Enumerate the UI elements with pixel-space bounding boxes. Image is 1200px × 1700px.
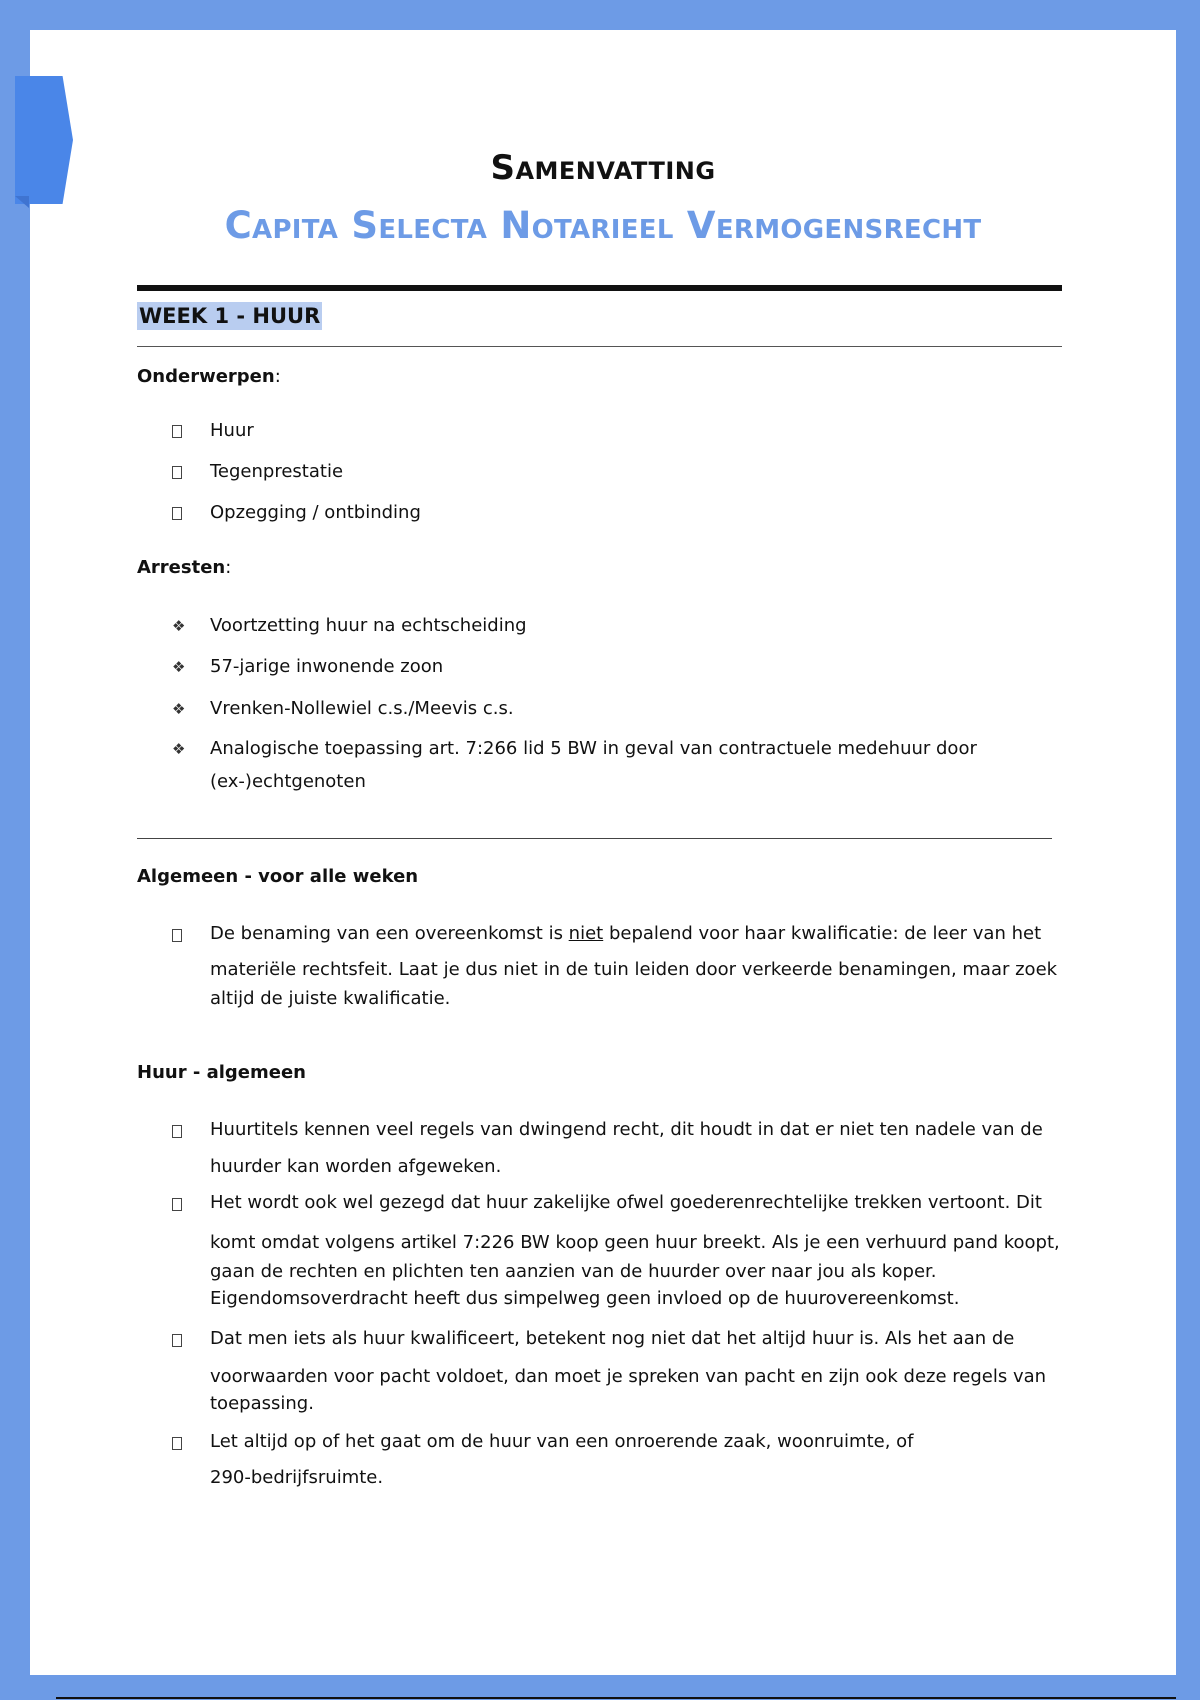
list-item-line: voorwaarden voor pacht voldoet, dan moet je spreken van pacht en zijn ook deze regels van (210, 1366, 1047, 1387)
list-item-line: materiële rechtsfeit. Laat je dus niet in de tuin leiden door verkeerde benamingen, maar zoek (210, 959, 1058, 980)
list-item-continuation: (ex-)echtgenoten (210, 771, 366, 792)
list-item: Analogische toepassing art. 7:266 lid 5 BW in geval van contractuele medehuur door (210, 738, 977, 759)
list-item: Huur (210, 420, 254, 441)
section-divider (137, 838, 1052, 839)
list-item: Het wordt ook wel gezegd dat huur zakelijke ofwel goederenrechtelijke trekken vertoont. Dit (210, 1192, 1042, 1213)
list-item: 57-jarige inwonende zoon (210, 656, 444, 677)
list-item: Tegenprestatie (210, 461, 344, 482)
onderwerpen-heading: Onderwerpen: (137, 366, 281, 387)
box-bullet-icon (172, 1436, 182, 1454)
box-bullet-icon (172, 506, 182, 524)
page-bottom-border (56, 1697, 1176, 1699)
title-rule (137, 285, 1062, 291)
list-item-line: Eigendomsoverdracht heeft dus simpelweg geen invloed op de huurovereenkomst. (210, 1288, 960, 1309)
list-item: Voortzetting huur na echtscheiding (210, 615, 527, 636)
list-item: Dat men iets als huur kwalificeert, betekent nog niet dat het altijd huur is. Als het aan de (210, 1328, 1015, 1349)
document-subtitle: Capita Selecta Notarieel Vermogensrecht (224, 204, 982, 247)
box-bullet-icon (172, 1333, 182, 1351)
list-item-line: toepassing. (210, 1393, 314, 1414)
box-bullet-icon (172, 1124, 182, 1142)
list-item: Huurtitels kennen veel regels van dwingend recht, dit houdt in dat er niet ten nadele van de (210, 1119, 1043, 1140)
diamond-bullet-icon: ❖ (172, 700, 186, 718)
list-item-line: komt omdat volgens artikel 7:226 BW koop geen huur breekt. Als je een verhuurd pand koopt, (210, 1232, 1060, 1253)
list-item-line: 290-bedrijfsruimte. (210, 1467, 384, 1488)
list-item: De benaming van een overeenkomst is niet bepalend voor haar kwalificatie: de leer van het (210, 923, 1042, 944)
algemeen-heading: Algemeen - voor alle weken (137, 866, 419, 887)
week-heading[interactable]: WEEK 1 - HUUR (139, 304, 321, 328)
list-item-line: huurder kan worden afgeweken. (210, 1156, 502, 1177)
box-bullet-icon (172, 1197, 182, 1215)
diamond-bullet-icon: ❖ (172, 740, 186, 758)
diamond-bullet-icon: ❖ (172, 617, 186, 635)
diamond-bullet-icon: ❖ (172, 658, 186, 676)
arresten-heading: Arresten: (137, 557, 232, 578)
box-bullet-icon (172, 928, 182, 946)
box-bullet-icon (172, 424, 182, 442)
list-item: Opzegging / ontbinding (210, 502, 421, 523)
list-item-line: gaan de rechten en plichten ten aanzien van de huurder over naar jou als koper. (210, 1261, 937, 1282)
list-item: Let altijd op of het gaat om de huur van een onroerende zaak, woonruimte, of (210, 1431, 914, 1452)
week-rule (137, 346, 1062, 347)
box-bullet-icon (172, 465, 182, 483)
huur-heading: Huur - algemeen (137, 1062, 306, 1083)
list-item-line: altijd de juiste kwalificatie. (210, 988, 451, 1009)
list-item: Vrenken-Nollewiel c.s./Meevis c.s. (210, 698, 514, 719)
document-title: Samenvatting (490, 148, 716, 188)
